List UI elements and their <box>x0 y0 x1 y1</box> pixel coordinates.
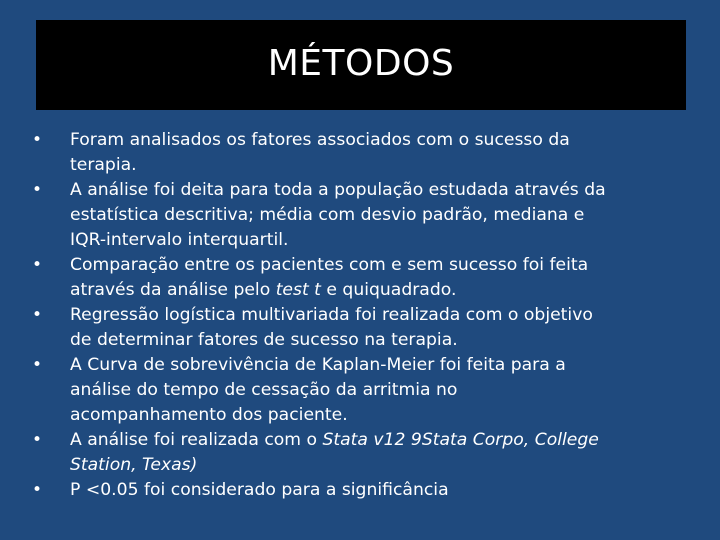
bullet-text-line <box>70 228 700 253</box>
text-run: A análise foi realizada com o <box>70 430 323 450</box>
bullet-list <box>28 128 700 503</box>
text-run: e quiquadrado. <box>320 280 457 300</box>
bullet-item <box>28 128 700 178</box>
title-band <box>36 20 686 110</box>
text-run: Comparação entre os pacientes com e sem sucesso foi feita <box>70 255 589 275</box>
bullet-text-line <box>70 253 700 278</box>
bullet-dot-icon: • <box>32 480 43 500</box>
bullet-text-line <box>70 278 700 303</box>
italic-text-run: Stata v12 9Stata Corpo, College <box>322 430 599 450</box>
bullet-item <box>28 303 700 353</box>
text-run: Regressão logística multivariada foi realizada com o objetivo <box>70 305 593 325</box>
text-run: A Curva de sobrevivência de Kaplan-Meier foi feita para a <box>70 355 566 375</box>
text-run: de determinar fatores de sucesso na terapia. <box>70 330 458 350</box>
bullet-item <box>28 353 700 428</box>
bullet-dot-icon: • <box>32 430 43 450</box>
text-run: Foram analisados os fatores associados com o sucesso da <box>70 130 570 150</box>
text-run: terapia. <box>70 155 137 175</box>
bullet-text-line <box>70 353 700 378</box>
bullet-dot-icon: • <box>32 130 43 150</box>
bullet-text-line <box>70 328 700 353</box>
bullet-text-line <box>70 478 700 503</box>
text-run: através da análise pelo <box>70 280 276 300</box>
text-run: estatística descritiva; média com desvio padrão, mediana e <box>70 205 585 225</box>
text-run: análise do tempo de cessação da arritmia no <box>70 380 458 400</box>
bullet-text-line <box>70 453 700 478</box>
bullet-text-line <box>70 153 700 178</box>
bullet-item <box>28 178 700 253</box>
italic-text-run: Station, Texas) <box>70 455 198 475</box>
slide-title: MÉTODOS <box>267 42 455 84</box>
bullet-text-line <box>70 403 700 428</box>
bullet-text-line <box>70 203 700 228</box>
bullet-dot-icon: • <box>32 255 43 275</box>
bullet-text-line <box>70 178 700 203</box>
bullet-dot-icon: • <box>32 355 43 375</box>
text-run: IQR-intervalo interquartil. <box>70 230 289 250</box>
bullet-text-line <box>70 303 700 328</box>
italic-text-run: test t <box>275 280 321 300</box>
bullet-text-line <box>70 378 700 403</box>
text-run: acompanhamento dos paciente. <box>70 405 348 425</box>
bullet-item <box>28 478 700 503</box>
bullet-text-line <box>70 128 700 153</box>
text-run: A análise foi deita para toda a população estudada através da <box>70 180 606 200</box>
text-run: P <0.05 foi considerado para a significância <box>70 480 449 500</box>
bullet-text-line <box>70 428 700 453</box>
bullet-item <box>28 253 700 303</box>
bullet-dot-icon: • <box>32 305 43 325</box>
bullet-dot-icon: • <box>32 180 43 200</box>
bullet-item <box>28 428 700 478</box>
